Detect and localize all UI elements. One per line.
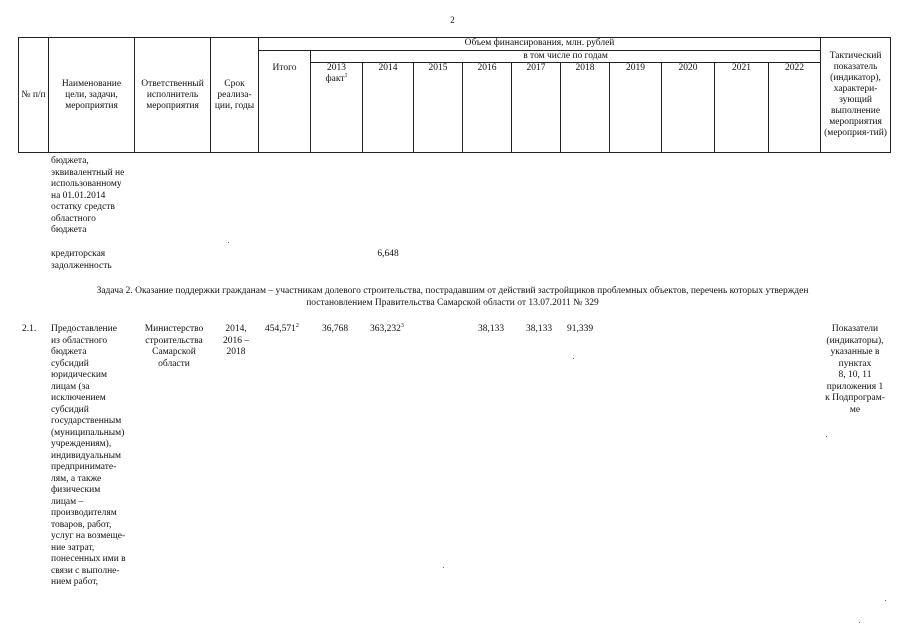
- task-2-heading: Задача 2. Оказание поддержки гражданам – участникам долевого строительства, пострадавшим от действий застройщиков проблемных объектов, перечень которых утвержден постановлением Правительства Самарской области от 13.07.2011 № 329: [96, 286, 809, 308]
- header-year: 2015: [414, 63, 463, 153]
- row-2-1-2018: 91,339: [567, 324, 594, 334]
- header-year: 2016: [463, 63, 512, 153]
- debt-name: кредиторская задолженность: [51, 249, 112, 271]
- header-by-years: в том числе по годам: [311, 51, 821, 63]
- scan-speck: [826, 436, 827, 437]
- scan-speck: [228, 242, 229, 243]
- scan-speck: [573, 358, 574, 359]
- header-year: 2022: [769, 63, 821, 153]
- header-indicator: Тактический показатель (индикатор), характери-зующий выполнение мероприятия (мероприя-тий): [821, 38, 891, 153]
- row-2-1-executor: Министерство строительства Самарской области: [144, 324, 204, 369]
- header-total: Итого: [259, 51, 311, 153]
- header-executor: Ответственный исполнитель мероприятия: [135, 38, 211, 153]
- continuation-name: бюджета, эквивалентный не использованному на 01.01.2014 остатку средств областного бюджета: [51, 156, 125, 235]
- header-year: 2021: [715, 63, 769, 153]
- row-2-1-term: 2014, 2016 – 2018: [222, 324, 250, 357]
- header-financing: Объем финансирования, млн. рублей: [259, 38, 821, 51]
- header-name: Наименование цели, задачи, мероприятия: [49, 38, 135, 153]
- header-year: 2018: [561, 63, 610, 153]
- row-2-1-name: Предоставление из областного бюджета субсидий юридическим лицам (за исключением субсидий государственным (муниципальным) учреждениям), индивидуальным предпринимате- лям, а также физическим лицам – производителям товаров, работ, услуг на возмеще- ние затрат, понесенных ими в связи с выполне- нием работ,: [51, 324, 126, 587]
- header-year: 2017: [512, 63, 561, 153]
- row-number: 2.1.: [22, 324, 37, 334]
- row-2-1-2014: 363,232$^3$: [370, 322, 404, 334]
- header-year-2013: 2013 факт$^1$: [311, 63, 363, 153]
- debt-2014-value: 6,648: [377, 249, 399, 259]
- row-2-1-2016: 38,133: [478, 324, 505, 334]
- header-num: № п/п: [19, 38, 49, 153]
- header-year: 2019: [610, 63, 662, 153]
- header-term: Срок реализа-ции, годы: [211, 38, 259, 153]
- scan-speck: [859, 622, 860, 623]
- table-header: [18, 37, 891, 153]
- page-number: 2: [450, 15, 455, 25]
- scan-speck: [443, 567, 444, 568]
- row-2-1-2013: 36,768: [322, 324, 349, 334]
- row-2-1-indicator: Показатели (индикаторы), указанные в пунктах 8, 10, 11 приложения 1 к Подпрограм- ме: [825, 324, 885, 415]
- scan-speck: [885, 600, 886, 601]
- header-year: 2020: [662, 63, 715, 153]
- row-2-1-2017: 38,133: [526, 324, 553, 334]
- header-year: 2014: [363, 63, 414, 153]
- row-2-1-total: 454,571$^2$: [265, 322, 299, 334]
